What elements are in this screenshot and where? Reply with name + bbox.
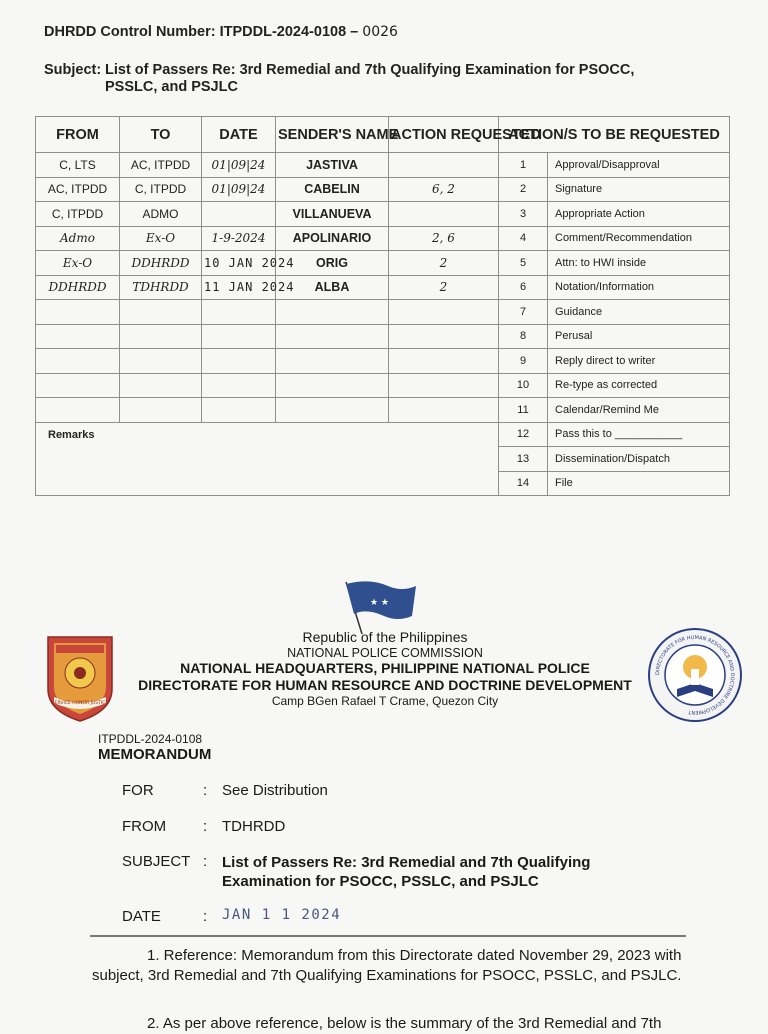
routing-cell-date — [202, 349, 276, 374]
action-number: 10 — [499, 373, 548, 398]
action-option: Perusal — [548, 324, 730, 349]
routing-row — [36, 349, 730, 374]
routing-header-row — [36, 117, 730, 153]
routing-cell-date — [202, 398, 276, 423]
routing-cell-to: Ex-O — [120, 226, 202, 251]
routing-cell-from — [36, 349, 120, 374]
routing-cell-action — [389, 202, 499, 227]
routing-cell-action: 2, 6 — [389, 226, 499, 251]
memo-subject-value: List of Passers Re: 3rd Remedial and 7th Qualifying Examination for PSOCC, PSSLC, and PSJLC — [222, 854, 591, 890]
memo-from-value: TDHRDD — [222, 818, 286, 835]
routing-cell-date — [202, 373, 276, 398]
action-number: 1 — [499, 153, 548, 178]
control-number — [44, 24, 398, 40]
routing-cell-to — [120, 398, 202, 423]
routing-cell-sender — [276, 300, 389, 325]
memo-date-label: DATE — [122, 908, 161, 925]
routing-cell-from: DDHRDD — [36, 275, 120, 300]
routing-row — [36, 373, 730, 398]
memo-title: MEMORANDUM — [98, 746, 212, 763]
routing-subject — [44, 62, 634, 96]
memo-subject-label: SUBJECT — [122, 853, 191, 870]
header-from: FROM — [36, 117, 120, 153]
routing-cell-date: 01|09|24 — [202, 177, 276, 202]
action-option: Dissemination/Dispatch — [548, 447, 730, 472]
svg-text:★ ★: ★ ★ — [370, 598, 389, 608]
routing-cell-date: 01|09|24 — [202, 153, 276, 178]
header-to: TO — [120, 117, 202, 153]
routing-cell-to: TDHRDD — [120, 275, 202, 300]
routing-cell-sender: ORIG — [276, 251, 389, 276]
action-option: Signature — [548, 177, 730, 202]
routing-cell-action: 2 — [389, 275, 499, 300]
routing-cell-from — [36, 324, 120, 349]
left-seal-text: SERVICE HONOR JUSTICE — [51, 701, 109, 706]
routing-row — [36, 398, 730, 423]
routing-cell-date: 1-9-2024 — [202, 226, 276, 251]
routing-cell-date — [202, 324, 276, 349]
routing-subject-label: Subject: — [44, 62, 102, 78]
routing-row — [36, 202, 730, 227]
routing-cell-from — [36, 300, 120, 325]
routing-cell-action: 2 — [389, 251, 499, 276]
action-number: 7 — [499, 300, 548, 325]
header-sender: SENDER'S NAME — [276, 117, 389, 153]
memo-paragraph-2: 2. As per above reference, below is the summary of the 3rd Remedial and 7th — [147, 1015, 662, 1032]
action-option: File — [548, 471, 730, 496]
routing-cell-sender: VILLANUEVA — [276, 202, 389, 227]
control-handwritten: 0026 — [362, 24, 398, 40]
routing-cell-sender: ALBA — [276, 275, 389, 300]
action-option: Comment/Recommendation — [548, 226, 730, 251]
routing-slip-table — [35, 116, 730, 496]
action-number: 12 — [499, 422, 548, 447]
action-number: 5 — [499, 251, 548, 276]
header-actions-list: ACTION/S TO BE REQUESTED — [499, 117, 730, 153]
action-number: 8 — [499, 324, 548, 349]
action-option: Calendar/Remind Me — [548, 398, 730, 423]
routing-cell-action: 6, 2 — [389, 177, 499, 202]
routing-cell-sender — [276, 324, 389, 349]
header-action: ACTION REQUESTED — [389, 117, 499, 153]
routing-subject-line2: PSSLC, and PSJLC — [105, 79, 238, 95]
routing-cell-sender: JASTIVA — [276, 153, 389, 178]
routing-row — [36, 153, 730, 178]
memo-for-value: See Distribution — [222, 782, 328, 799]
pnp-seal-icon — [40, 627, 120, 723]
routing-cell-sender: CABELIN — [276, 177, 389, 202]
routing-cell-from: Admo — [36, 226, 120, 251]
memo-from-label: FROM — [122, 818, 167, 835]
control-value: ITPDDL-2024-0108 — [219, 24, 347, 40]
memo-divider — [90, 935, 686, 937]
memo-for-label: FOR — [122, 782, 154, 799]
action-number: 4 — [499, 226, 548, 251]
control-label: DHRDD Control Number: — [44, 24, 216, 40]
header-date: DATE — [202, 117, 276, 153]
routing-cell-sender — [276, 398, 389, 423]
routing-cell-date — [202, 300, 276, 325]
routing-cell-to: ADMO — [120, 202, 202, 227]
memo-ref: ITPDDL-2024-0108 — [98, 732, 203, 746]
routing-cell-from — [36, 398, 120, 423]
letterhead-commission: NATIONAL POLICE COMMISSION — [287, 646, 483, 660]
memo-paragraph-1: 1. Reference: Memorandum from this Directorate dated November 29, 2023 with subject, 3rd Remedial and 7th Qualifying Examinations for PSOCC, PSSLC, and PSJLC. — [92, 947, 682, 984]
routing-row — [36, 251, 730, 276]
remarks-label: Remarks — [36, 422, 499, 496]
routing-cell-from: C, LTS — [36, 153, 120, 178]
routing-cell-action — [389, 373, 499, 398]
action-number: 11 — [499, 398, 548, 423]
routing-cell-to — [120, 324, 202, 349]
routing-row — [36, 226, 730, 251]
letterhead-directorate: DIRECTORATE FOR HUMAN RESOURCE AND DOCTRINE DEVELOPMENT — [138, 677, 632, 693]
dhrdd-seal-icon — [647, 627, 743, 723]
routing-cell-date: 11 JAN 2024 — [202, 275, 276, 300]
routing-cell-from: C, ITPDD — [36, 202, 120, 227]
routing-cell-sender — [276, 349, 389, 374]
memo-from-colon: : — [203, 818, 208, 835]
action-option: Guidance — [548, 300, 730, 325]
memo-subject-colon: : — [203, 853, 208, 870]
right-seal-text: DIRECTORATE FOR HUMAN RESOURCE AND DOCTRINE DEVELOPMENT — [654, 634, 736, 716]
letterhead-address: Camp BGen Rafael T Crame, Quezon City — [271, 694, 499, 708]
routing-cell-sender — [276, 373, 389, 398]
routing-cell-action — [389, 300, 499, 325]
routing-cell-to — [120, 300, 202, 325]
control-dash: – — [350, 24, 359, 40]
routing-cell-from: AC, ITPDD — [36, 177, 120, 202]
memo-for-colon: : — [203, 782, 208, 799]
memo-date-stamp: JAN 1 1 2024 — [222, 907, 342, 923]
routing-cell-to — [120, 349, 202, 374]
routing-cell-action — [389, 153, 499, 178]
routing-cell-date: 10 JAN 2024 — [202, 251, 276, 276]
letterhead-republic: Republic of the Philippines — [302, 629, 468, 645]
action-number: 14 — [499, 471, 548, 496]
memo-date-colon: : — [203, 908, 208, 925]
routing-row — [36, 300, 730, 325]
action-option: Re-type as corrected — [548, 373, 730, 398]
routing-cell-to: DDHRDD — [120, 251, 202, 276]
action-option: Reply direct to writer — [548, 349, 730, 374]
action-option: Attn: to HWI inside — [548, 251, 730, 276]
action-number: 6 — [499, 275, 548, 300]
routing-cell-date — [202, 202, 276, 227]
routing-row — [36, 324, 730, 349]
action-number: 2 — [499, 177, 548, 202]
action-number: 13 — [499, 447, 548, 472]
routing-cell-from — [36, 373, 120, 398]
letterhead-hq: NATIONAL HEADQUARTERS, PHILIPPINE NATIONAL POLICE — [180, 660, 590, 676]
routing-row — [36, 422, 730, 447]
action-number: 9 — [499, 349, 548, 374]
action-option: Pass this to ___________ — [548, 422, 730, 447]
routing-subject-line1: List of Passers Re: 3rd Remedial and 7th Qualifying Examination for PSOCC, — [105, 62, 635, 78]
routing-row — [36, 275, 730, 300]
routing-cell-to — [120, 373, 202, 398]
routing-cell-to: C, ITPDD — [120, 177, 202, 202]
routing-cell-sender: APOLINARIO — [276, 226, 389, 251]
routing-cell-from: Ex-O — [36, 251, 120, 276]
routing-cell-action — [389, 398, 499, 423]
action-number: 3 — [499, 202, 548, 227]
routing-cell-action — [389, 324, 499, 349]
action-option: Notation/Information — [548, 275, 730, 300]
action-option: Appropriate Action — [548, 202, 730, 227]
routing-cell-action — [389, 349, 499, 374]
action-option: Approval/Disapproval — [548, 153, 730, 178]
routing-row — [36, 177, 730, 202]
routing-cell-to: AC, ITPDD — [120, 153, 202, 178]
